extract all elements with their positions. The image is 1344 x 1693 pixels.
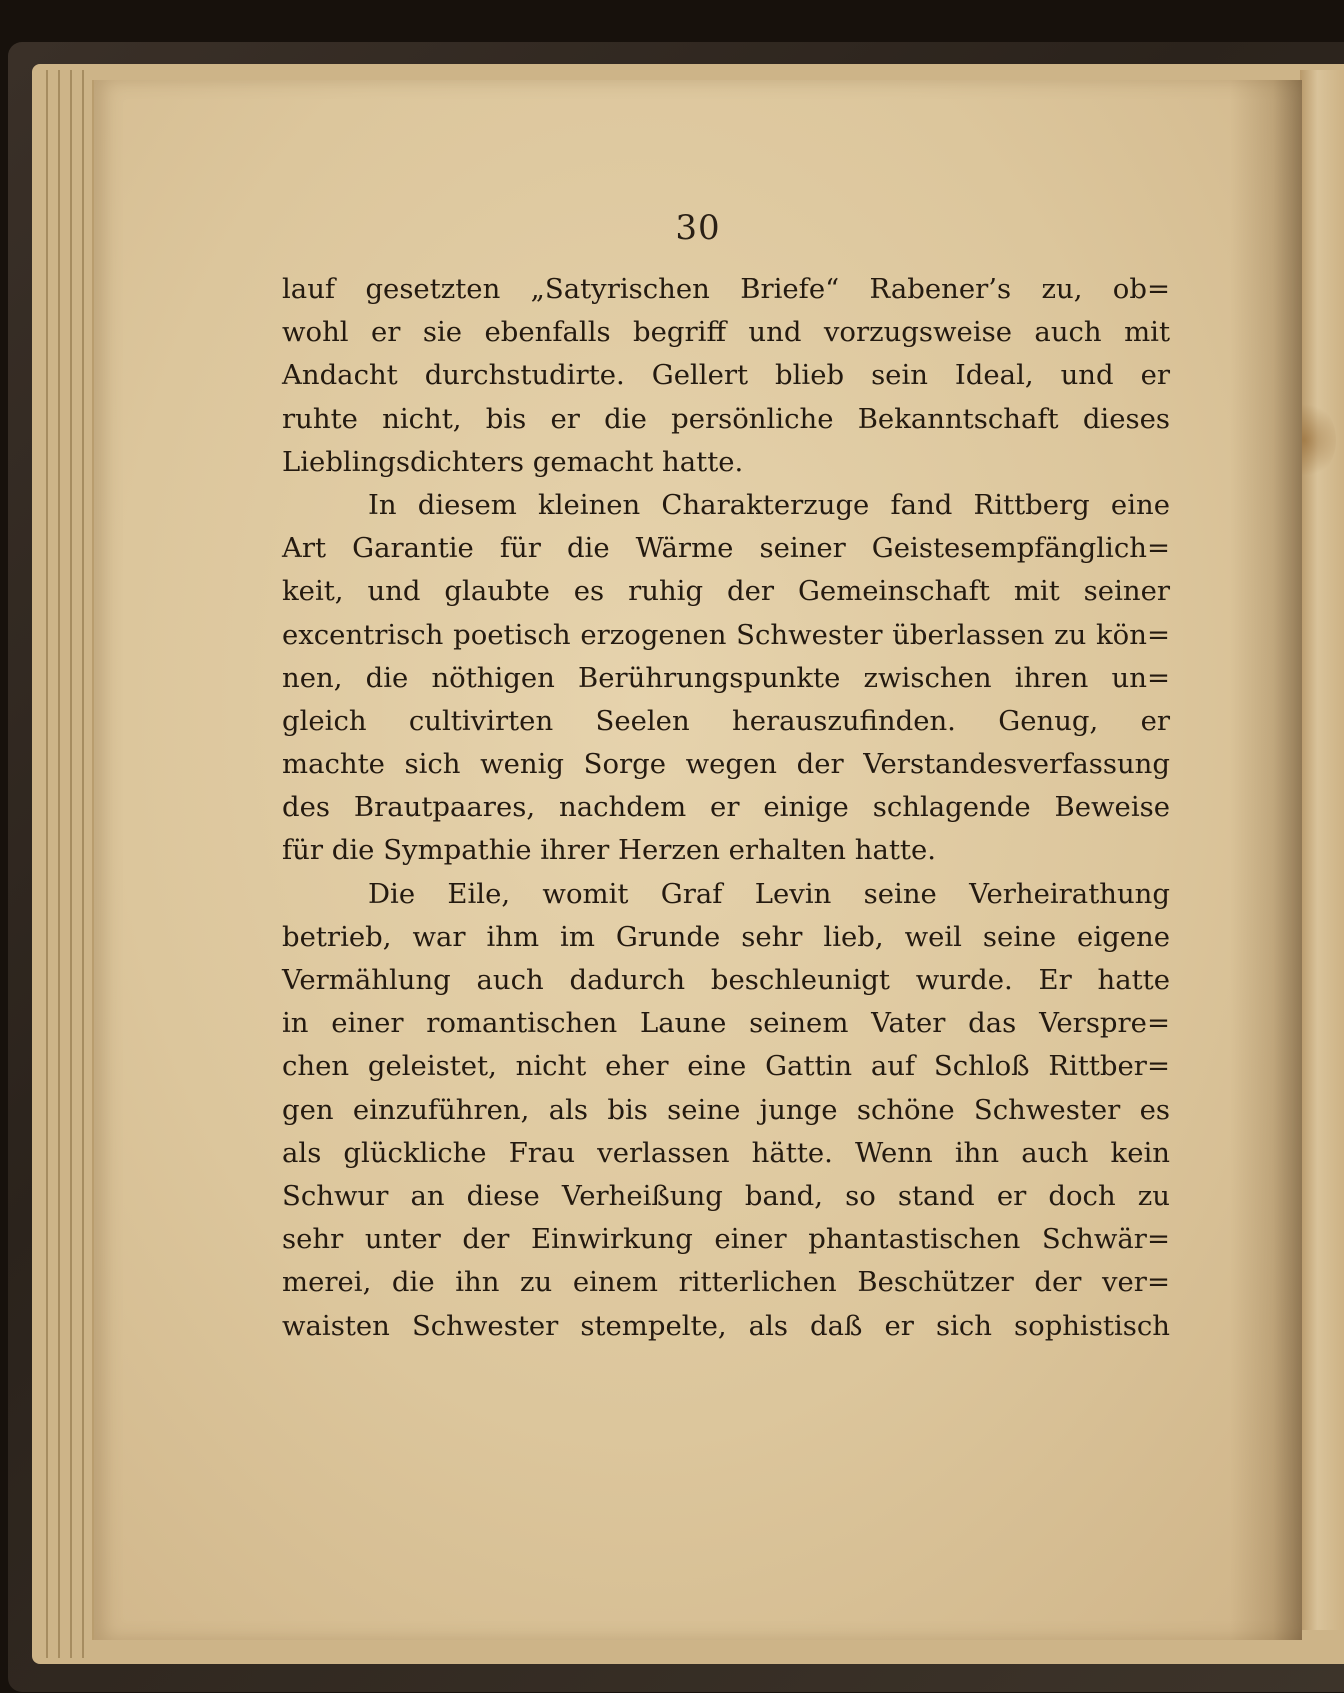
text-line: In diesem kleinen Charakterzuge fand Rittberg eine bbox=[368, 488, 1170, 521]
text-line: betrieb, war ihm im Grunde sehr lieb, weil seine eigene bbox=[282, 920, 1170, 953]
book-page bbox=[92, 80, 1302, 1640]
page-edge bbox=[70, 70, 72, 1658]
text-line: waisten Schwester stempelte, als daß er sich sophistisch bbox=[282, 1309, 1170, 1342]
facing-page-edge bbox=[1300, 70, 1344, 1630]
text-line: für die Sympathie ihrer Herzen erhalten hatte. bbox=[282, 834, 936, 867]
text-line: excentrisch poetisch erzogenen Schwester überlassen zu kön= bbox=[282, 618, 1170, 651]
text-line: keit, und glaubte es ruhig der Gemeinschaft mit seiner bbox=[282, 575, 1170, 608]
text-line: wohl er sie ebenfalls begriff und vorzugsweise auch mit bbox=[282, 316, 1170, 349]
text-line: gen einzuführen, als bis seine junge schöne Schwester es bbox=[282, 1093, 1170, 1126]
text-line: ruhte nicht, bis er die persönliche Bekanntschaft dieses bbox=[282, 402, 1170, 435]
text-line: merei, die ihn zu einem ritterlichen Beschützer der ver= bbox=[282, 1266, 1170, 1299]
text-line: Andacht durchstudirte. Gellert blieb sein Ideal, und er bbox=[282, 359, 1170, 392]
text-line: Schwur an diese Verheißung band, so stand er doch zu bbox=[282, 1179, 1170, 1212]
text-line: Die Eile, womit Graf Levin seine Verheirathung bbox=[368, 877, 1170, 910]
text-line: sehr unter der Einwirkung einer phantastischen Schwär= bbox=[282, 1223, 1170, 1256]
text-line: machte sich wenig Sorge wegen der Verstandesverfassung bbox=[282, 748, 1170, 781]
text-line: Lieblingsdichters gemacht hatte. bbox=[282, 445, 744, 478]
text-line: gleich cultivirten Seelen herauszufinden. Genug, er bbox=[282, 704, 1170, 737]
text-line: Art Garantie für die Wärme seiner Geistesempfänglich= bbox=[282, 532, 1170, 565]
text-line: nen, die nöthigen Berührungspunkte zwischen ihren un= bbox=[282, 661, 1170, 694]
text-line: in einer romantischen Laune seinem Vater das Verspre= bbox=[282, 1007, 1170, 1040]
text-line: Vermählung auch dadurch beschleunigt wurde. Er hatte bbox=[282, 964, 1170, 996]
page-edge bbox=[58, 70, 60, 1658]
body-text bbox=[282, 268, 1170, 1348]
text-line: chen geleistet, nicht eher eine Gattin auf Schloß Rittber= bbox=[282, 1050, 1170, 1083]
text-line: als glückliche Frau verlassen hätte. Wenn ihn auch kein bbox=[282, 1136, 1170, 1169]
page-number: 30 bbox=[675, 208, 721, 248]
page-edge bbox=[82, 70, 84, 1658]
text-line: lauf gesetzten „Satyrischen Briefe“ Rabener’s zu, ob= bbox=[282, 273, 1170, 305]
page-edge bbox=[46, 70, 48, 1658]
text-line: des Brautpaares, nachdem er einige schlagende Beweise bbox=[282, 791, 1170, 824]
page-gutter-shadow bbox=[1230, 80, 1302, 1640]
